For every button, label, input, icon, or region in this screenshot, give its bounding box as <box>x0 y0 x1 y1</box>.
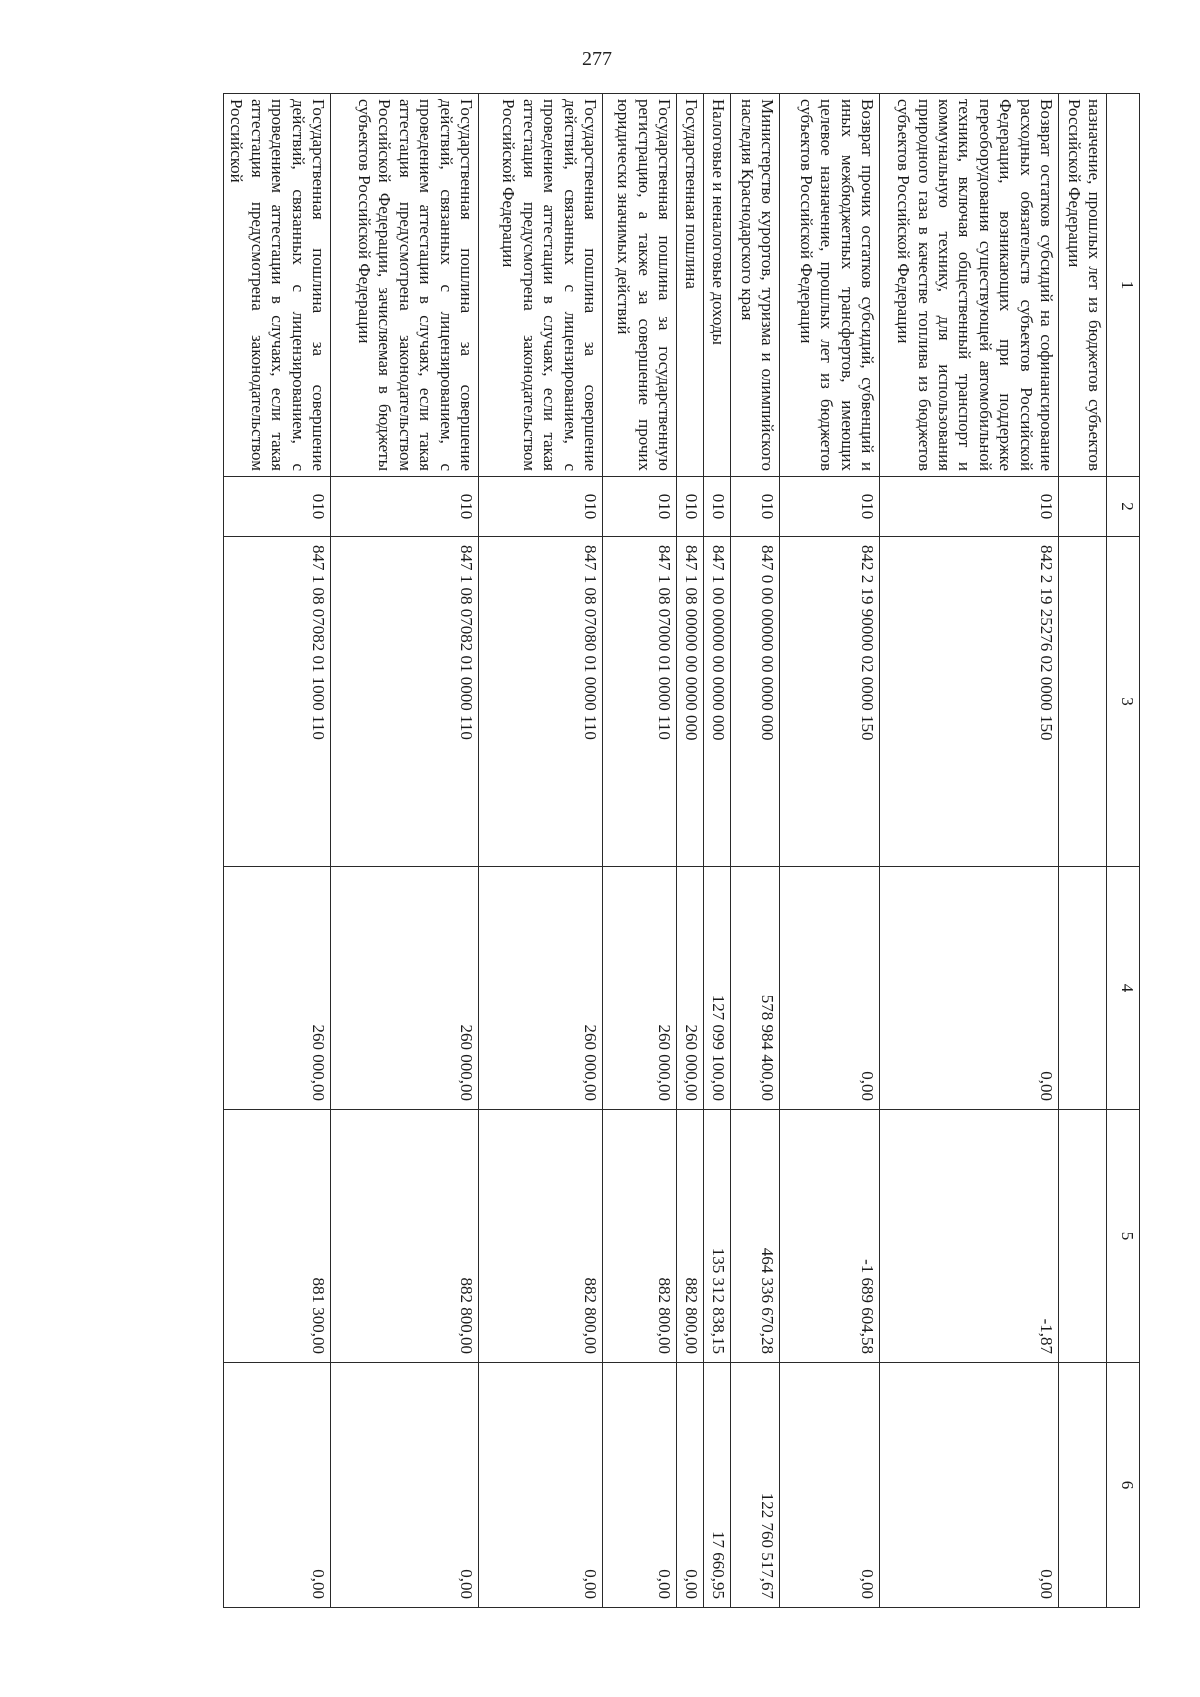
row-code: 010 <box>677 477 704 537</box>
table-row <box>704 94 731 1608</box>
row-kbk: 847 1 08 07080 01 0000 110 <box>479 537 603 867</box>
row-code <box>1059 477 1107 537</box>
row-diff <box>1059 1363 1107 1608</box>
row-diff: 0,00 <box>331 1363 479 1608</box>
table-row <box>731 94 780 1608</box>
row-kbk: 842 2 19 90000 02 0000 150 <box>780 537 880 867</box>
table-row <box>1059 94 1107 1608</box>
row-code: 010 <box>331 477 479 537</box>
row-name: Возврат прочих остатков субсидий, субвенций и иных межбюджетных трансфертов, имеющих целевое назначение, прошлых лет из бюджетов субъектов Российской Федерации <box>780 94 880 477</box>
row-diff: 0,00 <box>677 1363 704 1608</box>
row-name: Государственная пошлина за совершение действий, связанных с лицензированием, с проведением аттестации в случаях, если такая аттестация предусмотрена законодательством Российской <box>224 94 331 477</box>
row-diff: 0,00 <box>479 1363 603 1608</box>
row-fact: -1 689 604,58 <box>780 1110 880 1363</box>
col-header-6: 6 <box>1107 1363 1140 1608</box>
row-fact: 464 336 670,28 <box>731 1110 780 1363</box>
col-header-3: 3 <box>1107 537 1140 867</box>
header-row <box>1107 94 1140 1608</box>
row-diff: 0,00 <box>780 1363 880 1608</box>
row-code: 010 <box>880 477 1059 537</box>
row-diff: 0,00 <box>603 1363 677 1608</box>
col-header-2: 2 <box>1107 477 1140 537</box>
row-plan: 127 099 100,00 <box>704 867 731 1110</box>
table-row <box>331 94 479 1608</box>
row-name: Государственная пошлина за совершение действий, связанных с лицензированием, с проведением аттестации в случаях, если такая аттестация предусмотрена законодательством Российской Федерации, зачисляемая в бюджеты субъектов Российской Федерации <box>331 94 479 477</box>
row-name: Государственная пошлина <box>677 94 704 477</box>
row-fact: -1,87 <box>880 1110 1059 1363</box>
row-plan: 260 000,00 <box>331 867 479 1110</box>
row-kbk <box>1059 537 1107 867</box>
row-fact: 882 800,00 <box>603 1110 677 1363</box>
row-name: назначение, прошлых лет из бюджетов субъектов Российской Федерации <box>1059 94 1107 477</box>
col-header-1: 1 <box>1107 94 1140 477</box>
col-header-4: 4 <box>1107 867 1140 1110</box>
row-plan: 0,00 <box>880 867 1059 1110</box>
row-diff: 0,00 <box>224 1363 331 1608</box>
row-kbk: 847 1 00 00000 00 0000 000 <box>704 537 731 867</box>
row-kbk: 842 2 19 25276 02 0000 150 <box>880 537 1059 867</box>
row-kbk: 847 1 08 07000 01 0000 110 <box>603 537 677 867</box>
row-plan: 260 000,00 <box>603 867 677 1110</box>
row-kbk: 847 1 08 07082 01 0000 110 <box>331 537 479 867</box>
row-plan: 578 984 400,00 <box>731 867 780 1110</box>
row-code: 010 <box>704 477 731 537</box>
row-name: Министерство курортов, туризма и олимпийского наследия Краснодарского края <box>731 94 780 477</box>
row-plan: 260 000,00 <box>479 867 603 1110</box>
row-code: 010 <box>731 477 780 537</box>
table-row <box>880 94 1059 1608</box>
table-row <box>224 94 331 1608</box>
row-name: Налоговые и неналоговые доходы <box>704 94 731 477</box>
row-kbk: 847 0 00 00000 00 0000 000 <box>731 537 780 867</box>
col-header-5: 5 <box>1107 1110 1140 1363</box>
row-kbk: 847 1 08 07082 01 1000 110 <box>224 537 331 867</box>
row-fact: 882 800,00 <box>479 1110 603 1363</box>
row-kbk: 847 1 08 00000 00 0000 000 <box>677 537 704 867</box>
row-plan: 260 000,00 <box>677 867 704 1110</box>
row-fact: 135 312 838,15 <box>704 1110 731 1363</box>
row-diff: 0,00 <box>880 1363 1059 1608</box>
table-row <box>479 94 603 1608</box>
budget-table <box>223 93 1140 1608</box>
row-fact: 882 800,00 <box>677 1110 704 1363</box>
row-code: 010 <box>603 477 677 537</box>
page-number: 277 <box>582 48 612 70</box>
row-code: 010 <box>224 477 331 537</box>
table-row <box>780 94 880 1608</box>
table-row <box>677 94 704 1608</box>
row-code: 010 <box>479 477 603 537</box>
row-fact <box>1059 1110 1107 1363</box>
row-code: 010 <box>780 477 880 537</box>
row-plan <box>1059 867 1107 1110</box>
row-diff: 17 660,95 <box>704 1363 731 1608</box>
row-plan: 260 000,00 <box>224 867 331 1110</box>
row-name: Государственная пошлина за государственную регистрацию, а также за совершение прочих юридически значимых действий <box>603 94 677 477</box>
row-name: Возврат остатков субсидий на софинансирование расходных обязательств субъектов Российской Федерации, возникающих при поддержке переоборудования существующей автомобильной техники, включая общественный транспорт и коммунальную технику, для использования природного газа в качестве топлива из бюджетов субъектов Российской Федерации <box>880 94 1059 477</box>
rotated-table-container <box>206 93 1140 1607</box>
row-fact: 881 300,00 <box>224 1110 331 1363</box>
row-fact: 882 800,00 <box>331 1110 479 1363</box>
row-diff: 122 760 517,67 <box>731 1363 780 1608</box>
row-plan: 0,00 <box>780 867 880 1110</box>
table-row <box>603 94 677 1608</box>
row-name: Государственная пошлина за совершение действий, связанных с лицензированием, с проведением аттестации в случаях, если такая аттестация предусмотрена законодательством Российской Федерации <box>479 94 603 477</box>
